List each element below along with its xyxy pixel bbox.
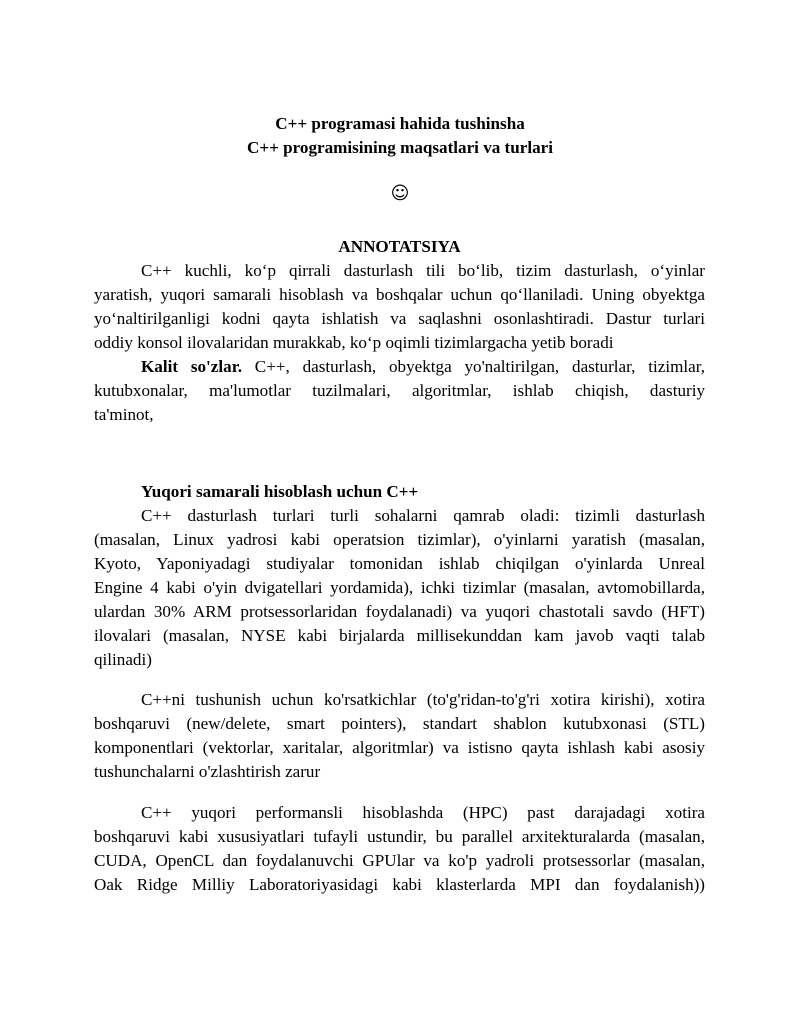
keywords-text: C++, dasturlash, obyektga yo'naltirilgan, dasturlar, tizimlar, (241, 357, 705, 376)
paragraph-line: Oak Ridge Milliy Laboratoriyasidagi kabi klasterlarda MPI dan foydalanish)) (94, 875, 705, 894)
annotation-line: C++ kuchli, ko‘p qirrali dasturlash tili bo‘lib, tizim dasturlash, o‘yinlar (141, 261, 705, 280)
paragraph-line: C++ni tushunish uchun ko'rsatkichlar (to'g'ridan-to'g'ri xotira kirishi), xotira (141, 690, 705, 709)
paragraph-line: CUDA, OpenCL dan foydalanuvchi GPUlar va ko'p yadroli protsessorlar (masalan, (94, 851, 705, 870)
annotation-section (94, 235, 705, 427)
annotation-line: oddiy konsol ilovalaridan murakkab, ko‘p oqimli tizimlargacha yetib boradi (94, 333, 614, 352)
paragraph-2 (94, 688, 705, 784)
keywords-line (94, 355, 705, 379)
keywords-line: kutubxonalar, ma'lumotlar tuzilmalari, algoritmlar, ishlab chiqish, dasturiy (94, 381, 705, 400)
paragraph-line: tushunchalarni o'zlashtirish zarur (94, 762, 321, 781)
section-heading: Yuqori samarali hisoblash uchun C++ (141, 482, 419, 501)
paragraph-line: (masalan, Linux yadrosi kabi operatsion tizimlar), o'yinlarni yaratish (masalan, (94, 530, 705, 549)
smiley-icon: ☺ (390, 183, 410, 204)
paragraph-line: Engine 4 kabi o'yin dvigatellari yordamida), ichki tizimlar (masalan, avtomobillarda, (94, 578, 705, 597)
keywords-line: ta'minot, (94, 405, 154, 424)
paragraph-line: komponentlari (vektorlar, xaritalar, algoritmlar) va istisno qayta ishlash kabi asosiy (94, 738, 705, 757)
paragraph-line: boshqaruvi (new/delete, smart pointers), standart shablon kutubxonasi (STL) (94, 714, 705, 733)
paragraph-line: boshqaruvi kabi xususiyatlari tufayli ustundir, bu parallel arxitekturalarda (masalan, (94, 827, 705, 846)
title-line-1: C++ programasi hahida tushinsha (275, 114, 525, 133)
annotation-line: yaratish, yuqori samarali hisoblash va boshqalar uchun qo‘llaniladi. Uning obyektga (94, 285, 705, 304)
section (94, 480, 705, 672)
paragraph-line: qilinadi) (94, 650, 152, 669)
paragraph-3 (94, 801, 705, 897)
title-line-2: C++ programisining maqsatlari va turlari (247, 138, 553, 157)
paragraph-line: ulardan 30% ARM protsessorlaridan foydalanadi) va yuqori chastotali savdo (HFT) (94, 602, 705, 621)
paragraph-line: ilovalari (masalan, NYSE kabi birjalarda millisekunddan kam javob vaqti talab (94, 626, 705, 645)
paragraph-line: Kyoto, Yaponiyadagi studiyalar tomonidan ishlab chiqilgan o'yinlarda Unreal (94, 554, 705, 573)
paragraph-line: C++ dasturlash turlari turli sohalarni qamrab oladi: tizimli dasturlash (141, 506, 705, 525)
annotation-line: yo‘naltirilganligi kodni qayta ishlatish va saqlashni osonlashtiradi. Dastur turlari (94, 309, 705, 328)
paragraph-line: C++ yuqori performansli hisoblashda (HPC) past darajadagi xotira (141, 803, 705, 822)
annotation-heading: ANNOTATSIYA (338, 237, 461, 256)
keywords-label: Kalit so'zlar. (141, 357, 242, 376)
